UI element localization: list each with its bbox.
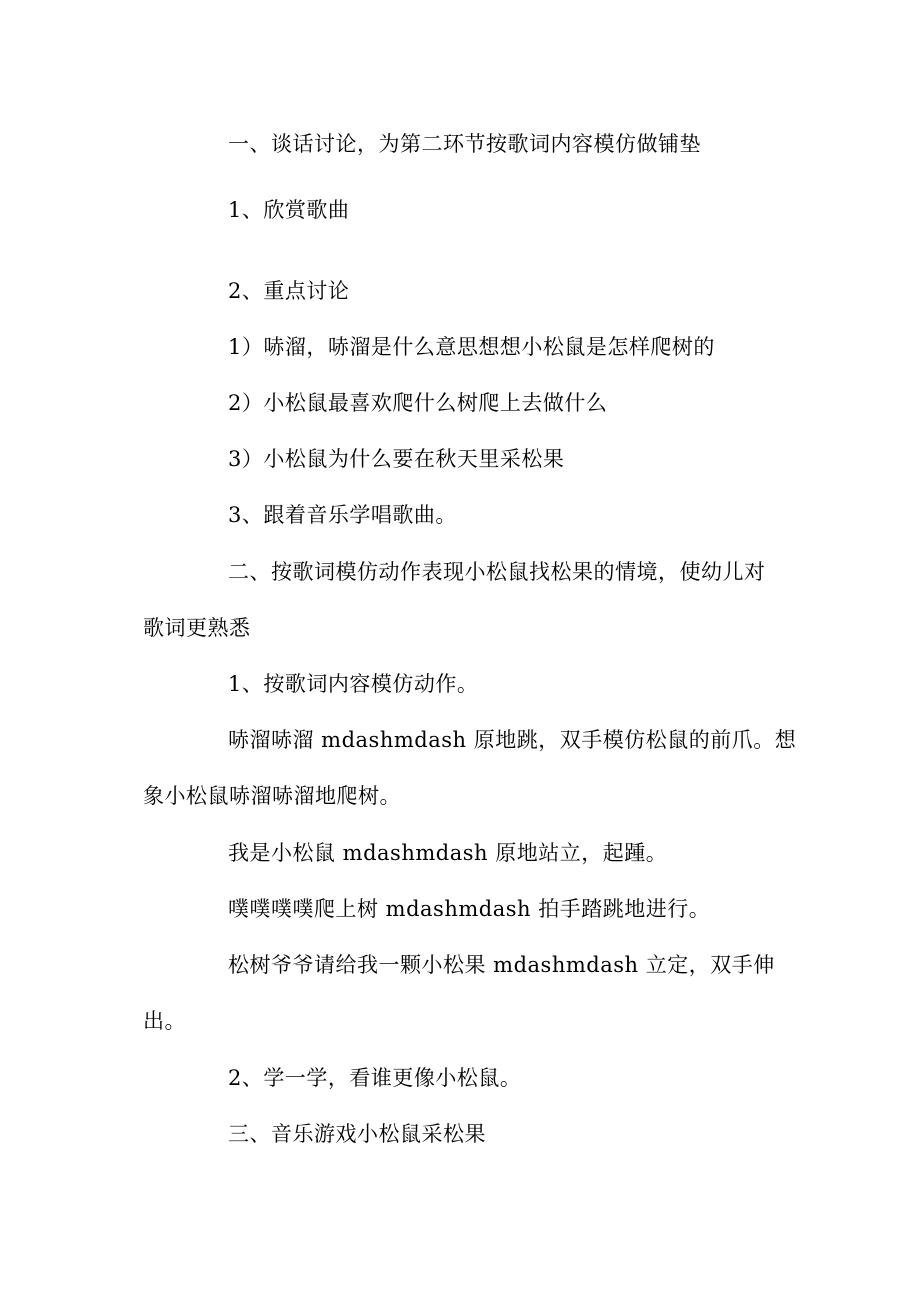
section-heading-2-continued: 歌词更熟悉 <box>143 616 251 640</box>
section-heading-2: 二、按歌词模仿动作表现小松鼠找松果的情境，使幼儿对 <box>228 560 766 584</box>
action-description-1-continued: 象小松鼠哧溜哧溜地爬树。 <box>143 784 401 808</box>
discussion-question-2: 2）小松鼠最喜欢爬什么树爬上去做什么 <box>228 391 608 415</box>
section-heading-3: 三、音乐游戏小松鼠采松果 <box>228 1122 486 1146</box>
discussion-question-3: 3）小松鼠为什么要在秋天里采松果 <box>228 447 565 471</box>
list-item-imitate-actions: 1、按歌词内容模仿动作。 <box>228 672 479 696</box>
action-description-1: 哧溜哧溜 mdashmdash 原地跳，双手模仿松鼠的前爪。想 <box>228 728 797 752</box>
action-description-4: 松树爷爷请给我一颗小松果 mdashmdash 立定，双手伸 <box>228 953 775 977</box>
list-item-compare-squirrel: 2、学一学，看谁更像小松鼠。 <box>228 1066 522 1090</box>
action-description-3: 噗噗噗噗爬上树 mdashmdash 拍手踏跳地进行。 <box>228 897 711 921</box>
section-heading-1: 一、谈话讨论，为第二环节按歌词内容模仿做铺垫 <box>228 132 701 156</box>
discussion-question-1: 1）哧溜，哧溜是什么意思想想小松鼠是怎样爬树的 <box>228 335 715 359</box>
list-item-appreciate-song: 1、欣赏歌曲 <box>228 198 350 222</box>
list-item-key-discussion: 2、重点讨论 <box>228 279 350 303</box>
action-description-4-continued: 出。 <box>143 1009 186 1033</box>
list-item-learn-singing: 3、跟着音乐学唱歌曲。 <box>228 503 457 527</box>
action-description-2: 我是小松鼠 mdashmdash 原地站立，起踵。 <box>228 841 668 865</box>
